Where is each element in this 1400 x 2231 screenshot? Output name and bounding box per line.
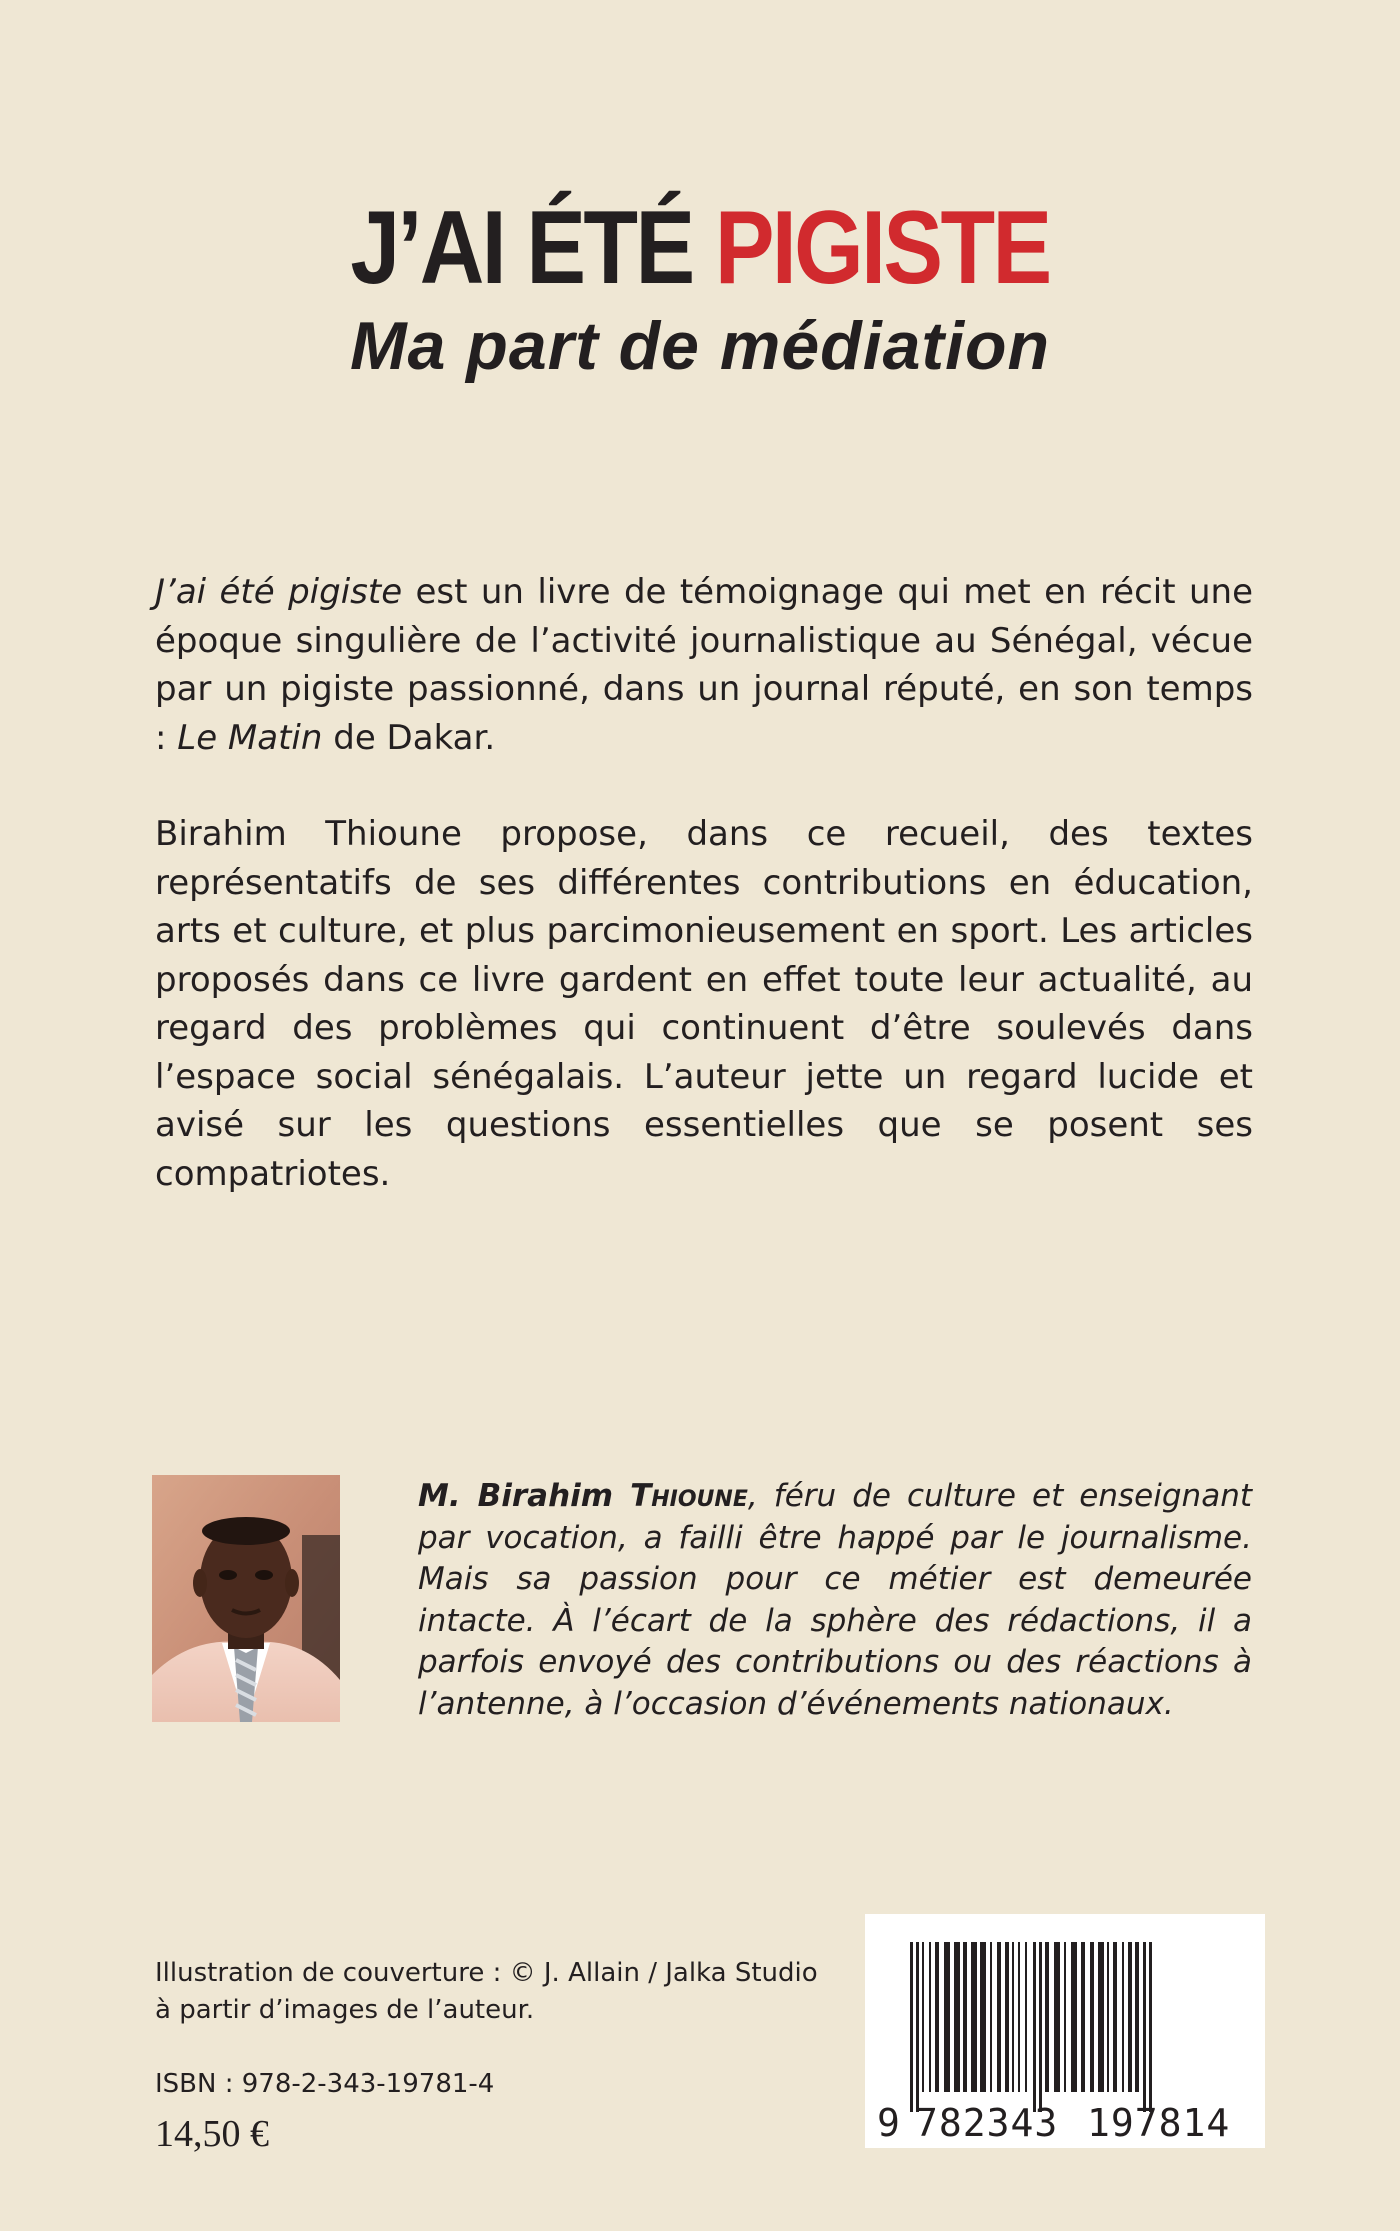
barcode-bar: [1098, 1942, 1104, 2092]
journal-reference: Le Matin: [177, 717, 323, 758]
barcode-bar: [1033, 1942, 1036, 2112]
author-surname: Thioune: [630, 1478, 748, 1514]
book-title: [98, 190, 1302, 306]
credits-line-1: Illustration de couverture : © J. Allain / Jalka Studio: [155, 1958, 818, 1988]
barcode-bar: [1005, 1942, 1009, 2092]
barcode-bar: [1025, 1942, 1027, 2092]
barcode-bar: [910, 1942, 913, 2112]
barcode-group-left: 782343: [915, 2101, 1059, 2145]
barcode-bar: [1135, 1942, 1139, 2092]
barcode-bar: [1081, 1942, 1085, 2092]
author-bio-text: , féru de culture et enseignant par vocation, a failli être happé par le journalisme. Mais sa passion pour ce métier est demeurée intacte. À l’écart de la sphère des rédactions, il a parfois envoyé des contributions ou des réactions à l’antenne, à l’occasion d’événements nationaux.: [418, 1478, 1252, 1722]
barcode-bar: [997, 1942, 1001, 2092]
author-photo: [152, 1475, 340, 1722]
barcode-bar: [916, 1942, 919, 2112]
barcode-bar: [1039, 1942, 1042, 2112]
description-paragraph-2: Birahim Thioune propose, dans ce recueil, des textes représentatifs de ses différentes contributions en éducation, arts et culture, et plus parcimonieusement en sport. Les articles proposés dans ce livre gardent en effet toute leur actualité, au regard des problèmes qui continuent d’être soulevés dans l’espace social sénégalais. L’auteur jette un regard lucide et avisé sur les questions essentielles que se posent ses compatriotes.: [155, 814, 1253, 1194]
barcode-bar: [1122, 1942, 1124, 2092]
barcode-bar: [990, 1942, 992, 2092]
barcode-bar: [1149, 1942, 1152, 2112]
barcode-bar: [980, 1942, 986, 2092]
barcode-bar: [1143, 1942, 1146, 2112]
barcode-bar: [1045, 1942, 1049, 2092]
title-part-red: PIGISTE: [714, 190, 1050, 306]
description-paragraph-1: [155, 568, 1253, 762]
barcode-bar: [1054, 1942, 1060, 2092]
credits-line-2: à partir d’images de l’auteur.: [155, 1995, 535, 2025]
title-reference: J’ai été pigiste: [155, 572, 403, 612]
author-bio: [418, 1476, 1252, 1725]
price: 14,50 €: [155, 2113, 269, 2155]
isbn: ISBN : 978-2-343-19781-4: [155, 2069, 495, 2099]
barcode-bar: [963, 1942, 967, 2092]
barcode-bar: [1107, 1942, 1109, 2092]
barcode-bar: [944, 1942, 950, 2092]
barcode-bar: [922, 1942, 924, 2092]
paragraph1-text-a: est un livre de témoignage qui met en récit une époque singulière de l’activité journalistique au Sénégal, vécue par un pigiste passionné, dans un journal réputé, en son temps :: [155, 572, 1253, 758]
barcode-bar: [1012, 1942, 1014, 2092]
cover-credits: [155, 1955, 855, 2029]
barcode-bar: [1113, 1942, 1117, 2092]
title-part-dark: J’AI ÉTÉ: [350, 190, 715, 306]
barcode-bar: [929, 1942, 931, 2092]
barcode-bar: [1071, 1942, 1077, 2092]
barcode-digit-first: 9: [877, 2101, 900, 2145]
barcode-group-right: 197814: [1087, 2101, 1231, 2145]
paragraph1-text-b: de Dakar.: [322, 717, 496, 758]
title-block: [0, 190, 1400, 384]
barcode-graphic: [865, 1914, 1265, 2148]
barcode: [865, 1914, 1265, 2148]
barcode-bar: [935, 1942, 939, 2092]
barcode-bar: [971, 1942, 977, 2092]
barcode-bar: [1064, 1942, 1066, 2092]
barcode-bar: [954, 1942, 960, 2092]
barcode-bar: [1018, 1942, 1020, 2092]
barcode-bar: [1090, 1942, 1094, 2092]
barcode-bar: [1128, 1942, 1132, 2092]
author-name: M. Birahim: [418, 1478, 631, 1514]
book-subtitle: Ma part de médiation: [349, 308, 1051, 384]
